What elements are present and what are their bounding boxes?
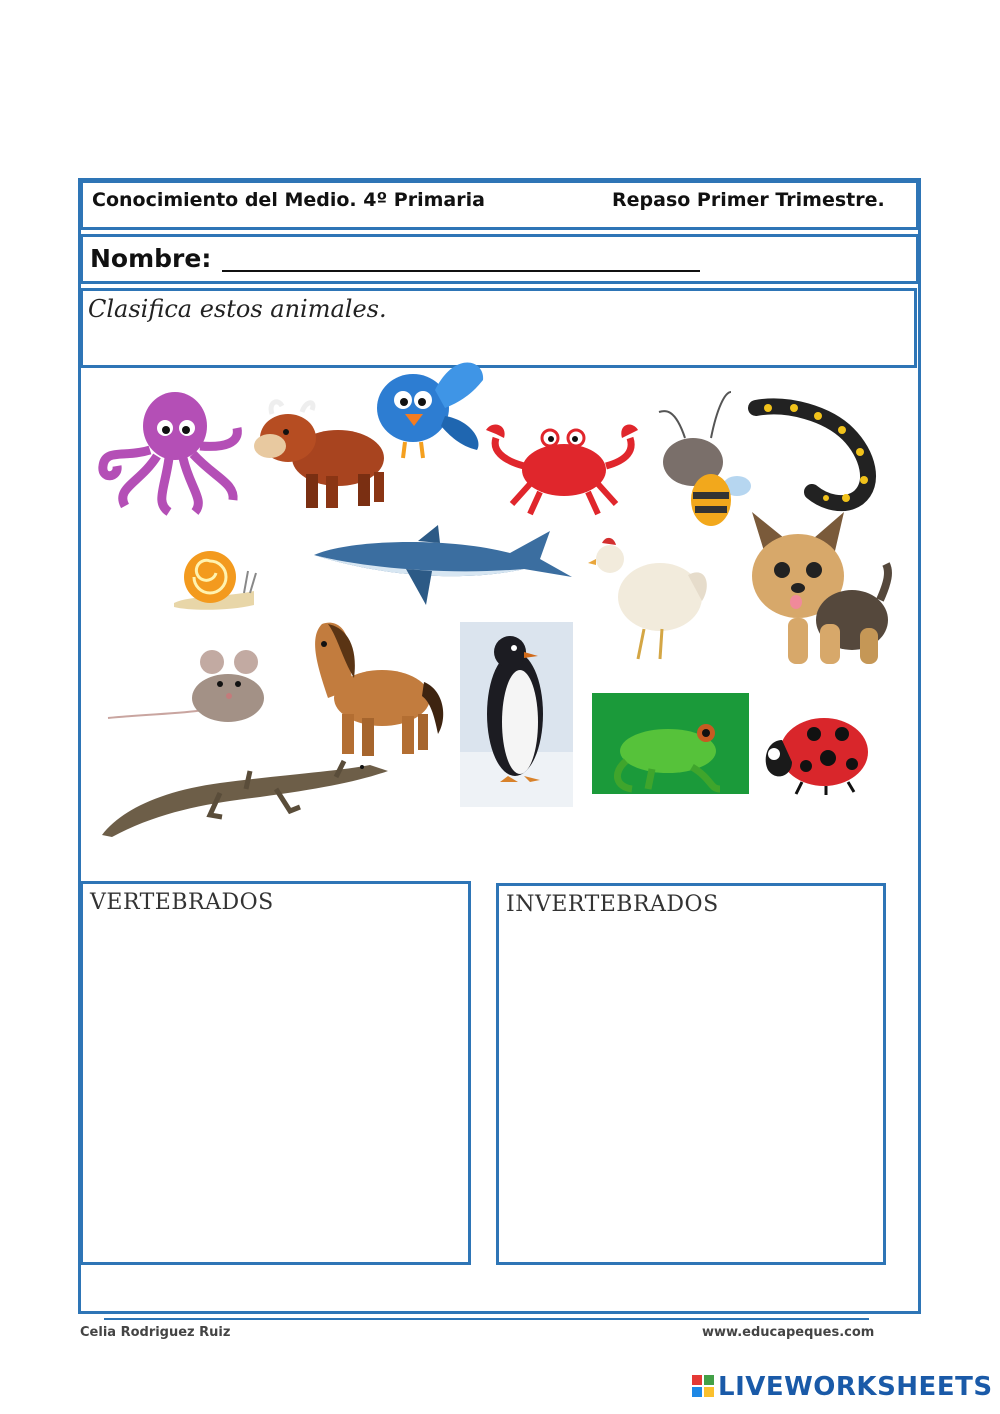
author-name: Celia Rodriguez Ruiz [80, 1325, 231, 1340]
ladybug-icon[interactable] [762, 710, 872, 795]
dog-icon[interactable] [748, 508, 893, 668]
website-link[interactable]: www.educapeques.com [702, 1325, 875, 1340]
horse-icon[interactable] [298, 618, 448, 758]
name-input-line[interactable] [222, 270, 700, 272]
invertebrados-box[interactable] [496, 883, 886, 1265]
footer-divider [104, 1318, 869, 1320]
shark-icon[interactable] [310, 525, 575, 610]
crab-icon[interactable] [482, 420, 642, 520]
penguin-icon[interactable] [460, 622, 573, 807]
frog-icon[interactable] [592, 693, 749, 794]
mouse-icon[interactable] [108, 648, 268, 726]
liveworksheets-logo-icon [692, 1374, 714, 1396]
review-title: Repaso Primer Trimestre. [612, 189, 885, 211]
vertebrados-title: VERTEBRADOS [90, 890, 274, 915]
liveworksheets-logo[interactable] [692, 1372, 993, 1402]
lizard-icon[interactable] [100, 755, 390, 840]
name-label: Nombre: [90, 244, 212, 273]
octopus-icon[interactable] [95, 388, 245, 516]
bird-icon[interactable] [365, 350, 490, 465]
snail-icon[interactable] [170, 545, 258, 613]
invertebrados-title: INVERTEBRADOS [506, 892, 719, 917]
instruction-text: Clasifica estos animales. [88, 295, 387, 323]
vertebrados-box[interactable] [80, 881, 471, 1265]
salamander-icon[interactable] [748, 394, 888, 512]
bee-icon[interactable] [655, 388, 753, 528]
hen-icon[interactable] [588, 535, 713, 662]
subject-title: Conocimiento del Medio. 4º Primaria [92, 189, 485, 211]
liveworksheets-logo-text: LIVEWORKSHEETS [718, 1372, 993, 1402]
